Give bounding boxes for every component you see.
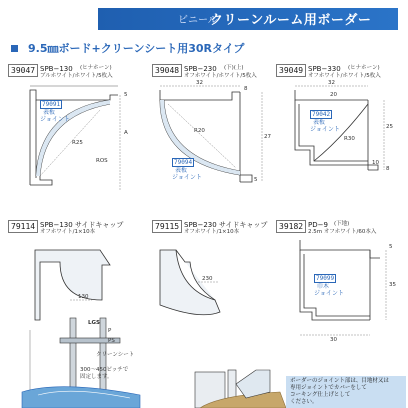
- pd9-profile: [300, 240, 380, 320]
- ps-label: PS: [108, 338, 115, 344]
- dim-label: 25: [386, 124, 393, 130]
- product-sub: オフホワイト/ホワイト/5枚入: [308, 73, 381, 79]
- dim-label: A: [124, 130, 128, 136]
- product-sub: オフホワイト/1×10本: [184, 229, 240, 235]
- product-spec: (下地): [334, 221, 350, 227]
- joint-label-2: ジョイント: [310, 126, 340, 133]
- note-line-3: コーキング仕上げとして: [290, 392, 351, 398]
- product-sub: オフホワイト/ホワイト/5枚入: [184, 73, 257, 79]
- dim-label: 32: [196, 80, 203, 86]
- product-code: 39047: [8, 64, 38, 77]
- dim-label: 5: [254, 177, 258, 183]
- dim-label: 32: [328, 80, 335, 86]
- pitch-note: 300〜450ピッチで: [80, 367, 129, 373]
- dim-label: 35: [389, 282, 396, 288]
- product-name: SPB−230 サイドキャップ: [184, 221, 268, 229]
- product-name: SPB−130 サイドキャップ: [40, 221, 124, 229]
- product-name: SPB−330: [308, 65, 341, 73]
- note-line-4: ください。: [290, 399, 318, 405]
- fix-note: 固定します。: [80, 374, 113, 380]
- product-name: PD−9: [308, 221, 328, 229]
- joint-label-1: 表板: [313, 119, 326, 126]
- product-code: 79115: [152, 220, 182, 233]
- dim-label: 5: [124, 92, 128, 98]
- note-line-2: 専用ジョイントでカバーをして: [290, 385, 367, 391]
- product-name: SPB−130: [40, 65, 73, 73]
- product-sub: ブルホワイト/ホワイト/5枚入: [40, 73, 113, 79]
- dim-label: 30: [330, 337, 337, 343]
- lgs-label: LGS: [88, 320, 100, 326]
- dim-label: 20: [330, 92, 337, 98]
- joint-label-1: 表板: [175, 167, 188, 174]
- header-prefix: ビニール: [178, 15, 218, 26]
- joint-code-tag: 79094: [174, 159, 193, 166]
- dim-label: 27: [264, 134, 271, 140]
- joint-label-2: ジョイント: [40, 116, 70, 123]
- joint-label-2: ジョイント: [314, 290, 344, 297]
- section-title: 9.5㎜ボード+クリーンシート用30Rタイプ: [28, 42, 245, 55]
- dim-label: 230: [202, 276, 213, 282]
- install-illustration: [22, 318, 140, 408]
- dim-label: 5: [389, 244, 393, 250]
- joint-label-2: ジョイント: [172, 174, 202, 181]
- p-label: P: [108, 328, 112, 334]
- dim-label: R30: [344, 136, 355, 142]
- product-spec: (ヒナホーン): [348, 65, 380, 71]
- dim-label: 8: [386, 166, 390, 172]
- product-sub: 2.5m オフホワイト/60本入: [308, 229, 377, 235]
- joint-note-box: [286, 376, 406, 408]
- product-sub: オフホワイト/1×10本: [40, 229, 96, 235]
- product-name: SPB−230: [184, 65, 217, 73]
- spb130-cap: [35, 250, 110, 320]
- product-code: 79114: [8, 220, 38, 233]
- product-code: 39182: [276, 220, 306, 233]
- joint-label-1: 表板: [43, 109, 56, 116]
- joint-code-tag: 79099: [316, 275, 335, 282]
- joint-illustration: [195, 370, 286, 408]
- dim-label: 130: [78, 294, 89, 300]
- dim-label: 10: [372, 160, 379, 166]
- product-spec: (ヒナホーン): [80, 65, 112, 71]
- joint-code-tag: 79091: [42, 101, 61, 108]
- dim-label: 8: [244, 86, 248, 92]
- dim-label: R25: [72, 140, 83, 146]
- sheet-label: クリーンシート: [96, 352, 135, 358]
- dim-label: R20: [194, 128, 205, 134]
- dim-label: ROS: [96, 158, 108, 164]
- joint-code-tag: 79042: [312, 111, 331, 118]
- spb230-cap: [160, 250, 220, 315]
- header-title: クリーンルーム用ボーダー: [210, 13, 372, 28]
- product-code: 39049: [276, 64, 306, 77]
- product-code: 39048: [152, 64, 182, 77]
- product-spec: (下)(上): [224, 65, 244, 71]
- joint-label-1: 巾木: [317, 283, 330, 290]
- note-line-1: ボーダーのジョイント部は、目地材又は: [290, 378, 389, 384]
